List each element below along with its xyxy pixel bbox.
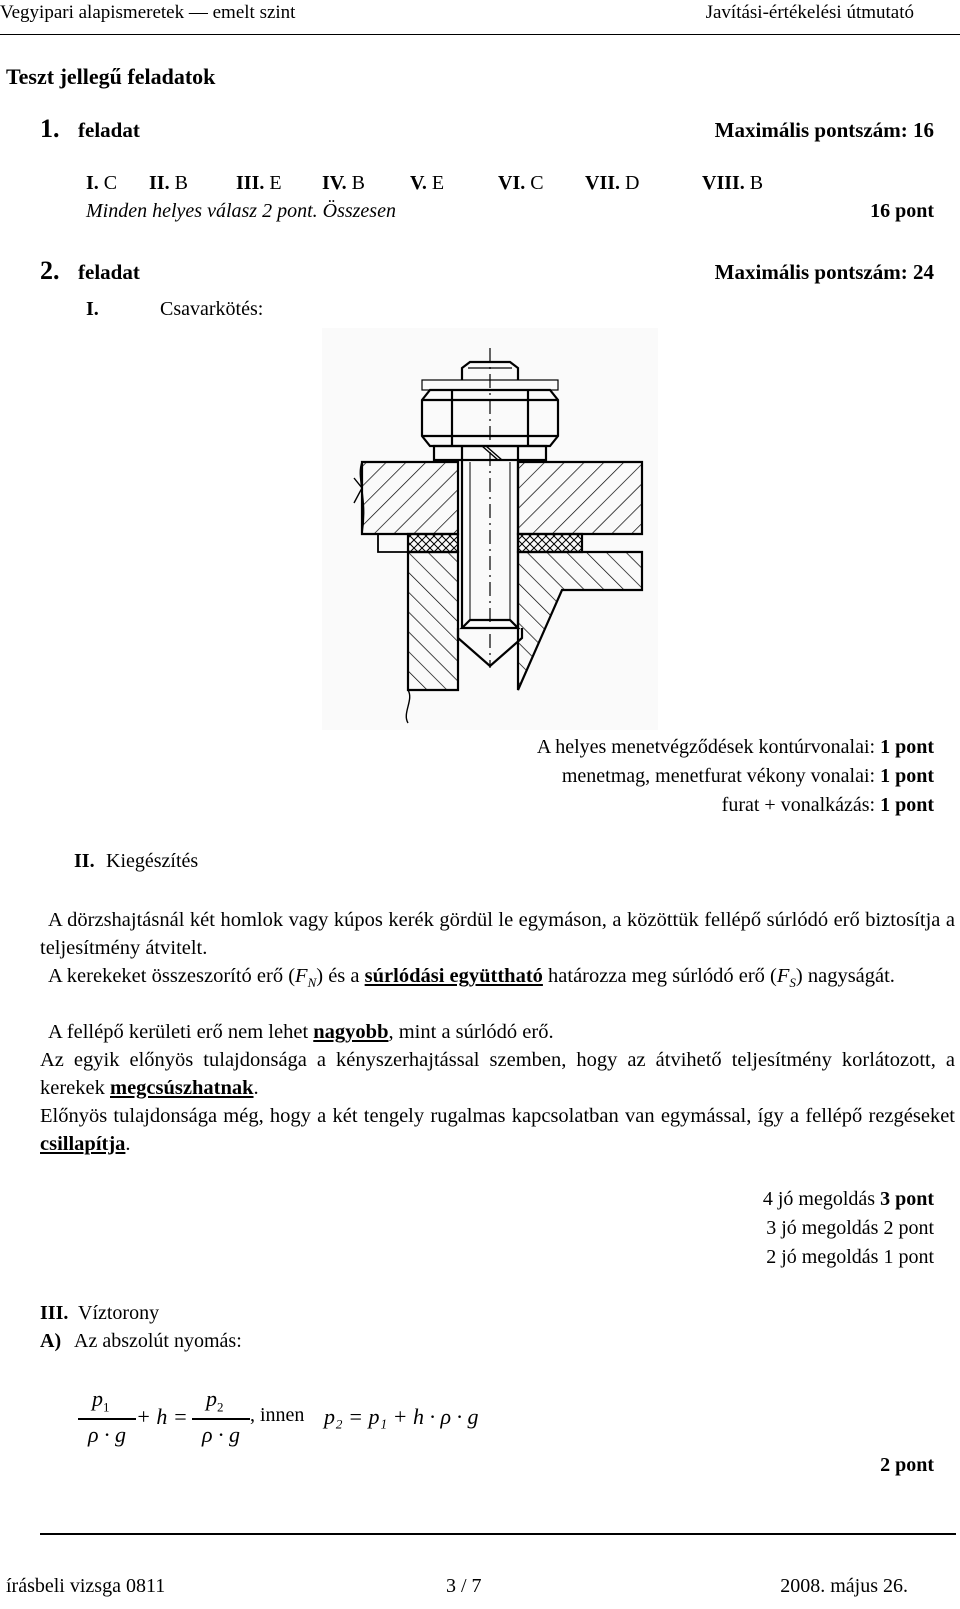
part2-roman: II. — [74, 850, 95, 872]
equation-comma: , innen — [250, 1404, 305, 1426]
bolt-joint-drawing — [322, 328, 658, 730]
part2-paragraph-4: Az egyik előnyös tulajdonsága a kényszerhajtással szemben, hogy az átvihető teljesítmény korlátozott, a kerekek megcsúszhatnak. — [40, 1049, 955, 1099]
task1-answer-5: V. E — [410, 172, 445, 194]
part2-paragraph-5: Előnyös tulajdonsága még, hogy a két tengely rugalmas kapcsolatban van egymással, így a fellépő rezgéseket csillapítja. — [40, 1105, 955, 1155]
task1-number: 1. — [40, 114, 60, 143]
footer-left: írásbeli vizsga 0811 — [6, 1575, 166, 1597]
part2-paragraph-2: A kerekeket összeszorító erő $(F_N)$ és a súrlódási együttható határozza meg súrlódó erő $(F_S)$ nagyságát. — [48, 965, 895, 991]
part3-roman: III. — [40, 1302, 69, 1324]
task1-note: Minden helyes válasz 2 pont. Összesen — [86, 200, 396, 222]
task2-max-points: Maximális pontszám: 24 — [714, 260, 934, 284]
part2-title: Kiegészítés — [106, 850, 199, 872]
section-title: Teszt jellegű feladatok — [6, 64, 216, 89]
header-divider — [0, 34, 960, 35]
part3-points: 2 pont — [880, 1454, 934, 1476]
task1-label: feladat — [78, 118, 140, 142]
part3-title: Víztorony — [78, 1302, 160, 1324]
criterion-3: furat + vonalkázás: 1 pont — [721, 794, 934, 816]
task2-number: 2. — [40, 256, 60, 285]
criterion-2: menetmag, menetfurat vékony vonalai: 1 pont — [561, 765, 934, 787]
task1-total: 16 pont — [870, 200, 934, 222]
plus-h: + h = — [136, 1404, 188, 1429]
pressure-equation: $p_1$ ρ · g + h = $p_2$ ρ · g , innen p₂ = p₁ + h · ρ · g — [78, 1386, 438, 1456]
task1-answer-1: I. C — [86, 172, 118, 194]
task1-answer-6: VI. C — [498, 172, 544, 194]
scoring-line-3: 2 jó megoldás 1 pont — [766, 1246, 934, 1268]
task1-answer-3: III. E — [236, 172, 282, 194]
part1-title: Csavarkötés: — [160, 298, 264, 320]
footer-divider — [40, 1533, 956, 1535]
scoring-line-1: 4 jó megoldás 3 pont — [762, 1188, 934, 1210]
part3-sub-letter: A) — [40, 1330, 62, 1352]
footer-date: 2008. május 26. — [780, 1575, 908, 1597]
equation-rhs: p₂ = p₁ + h · ρ · g — [324, 1404, 479, 1429]
task1-answer-2: II. B — [149, 172, 188, 194]
task1-answer-8: VIII. B — [702, 172, 764, 194]
task1-answer-4: IV. B — [322, 172, 365, 194]
footer-page: 3 / 7 — [446, 1575, 482, 1597]
header-left: Vegyipari alapismeretek — emelt szint — [0, 2, 296, 23]
part2-paragraph-1: A dörzshajtásnál két homlok vagy kúpos kerék gördül le egymáson, a közöttük fellépő súrlódó erő biztosítja a teljesítmény átvitelt. — [40, 909, 955, 959]
task1-answer-7: VII. D — [585, 172, 640, 194]
part1-roman: I. — [86, 298, 99, 320]
part3-sub-title: Az abszolút nyomás: — [74, 1330, 242, 1352]
task1-max-points: Maximális pontszám: 16 — [714, 118, 934, 142]
scoring-line-2: 3 jó megoldás 2 pont — [766, 1217, 934, 1239]
header-right: Javítási-értékelési útmutató — [705, 2, 914, 23]
part2-paragraph-3: A fellépő kerületi erő nem lehet nagyobb, mint a súrlódó erő. — [48, 1021, 554, 1043]
criterion-1: A helyes menetvégződések kontúrvonalai: 1 pont — [536, 736, 934, 758]
task2-label: feladat — [78, 260, 140, 284]
